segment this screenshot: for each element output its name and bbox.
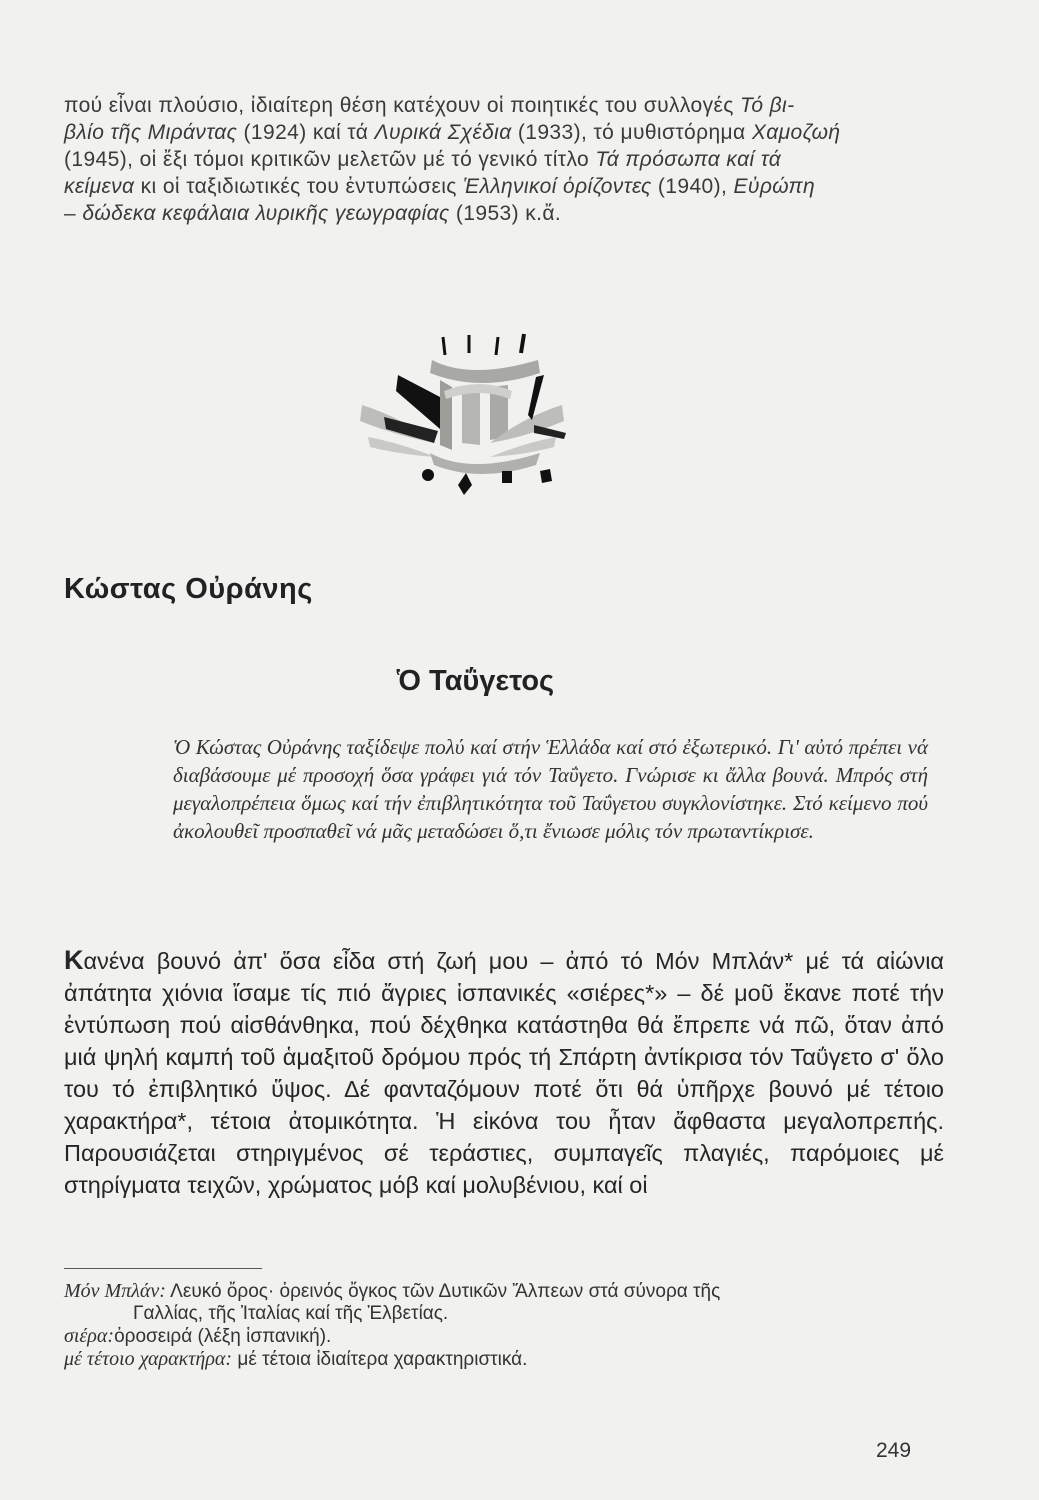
author-heading: Κώστας Οὐράνης xyxy=(64,573,313,605)
main-text-body: ανένα βουνό ἀπ' ὅσα εἶδα στή ζωή μου – ἀπό τό Μόν Μπλάν* μέ τά αἰώνια ἀπάτητα χιόνια ἴσαμε τίς πιό ἄγριες ἱσπανικές «σιέρες*» – δέ μοῦ ἔκανε ποτέ τήν ἐντύπωση πού αἰσθάνθηκα, πού δέχθηκα κατάστηθα θά ἔπρεπε νά πῶ, ὅταν ἀπό μιά ψηλή καμπή τοῦ ἁμαξιτοῦ δρόμου πρός τή Σπάρτη ἀντίκρισα τόν Ταΰγετο σ' ὅλο του τό ἐπιβλητικό ὕψος. Δέ φανταζόμουν ποτέ ὅτι θά ὑπῆρχε βουνό μέ τέτοιο χαρακτήρα*, τέτοια ἀτομικότητα. Ἡ εἰκόνα του ἦταν ἄφθαστα μεγαλοπρεπής. Παρουσιάζεται στηριγμένος σέ τεράστιες, συμπαγεῖς πλαγιές, παρόμοιες μέ στηρίγματα τειχῶν, χρώματος μόβ καί μολυβένιου, καί οἱ xyxy=(64,948,944,1198)
footnote-continuation: Γαλλίας, τῆς Ἰταλίας καί τῆς Ἑλβετίας. xyxy=(133,1303,449,1324)
preface-paragraph: Ὁ Κώστας Οὐράνης ταξίδεψε πολύ καί στήν Ἑλλάδα καί στό ἐξωτερικό. Γι' αὐτό πρέπει νά διαβάσουμε μέ προσοχή ὅσα γράφει γιά τόν Ταΰγετο. Γνώρισε κι ἄλλα βουνά. Μπρός στή μεγαλοπρέπεια ὅμως καί τήν ἐπιβλητικότητα τοῦ Ταΰγετου συγκλονίστηκε. Στό κείμενο πού ἀκολουθεῖ προσπαθεῖ νά μᾶς μεταδώσει ὅ,τι ἔνιωσε μόλις τόν πρωταντίκρισε. xyxy=(173,735,928,843)
drop-cap: Κ xyxy=(64,945,84,975)
footnote xyxy=(64,1348,944,1371)
footnote-divider xyxy=(64,1268,262,1269)
intro-paragraph xyxy=(64,92,944,227)
footnote-text: μέ τέτοια ἰδιαίτερα χαρακτηριστικά. xyxy=(232,1349,528,1370)
intro-line: κείμενα κι οἱ ταξιδιωτικές του ἐντυπώσεις Ἑλληνικοί ὁρίζοντες (1940), Εὐρώπη xyxy=(64,175,816,198)
footnote xyxy=(64,1280,944,1325)
main-text-paragraph xyxy=(64,944,944,1201)
decorative-vignette-icon xyxy=(340,325,580,500)
page-number: 249 xyxy=(876,1439,912,1462)
intro-line: πού εἶναι πλούσιο, ἰδιαίτερη θέση κατέχουν οἱ ποιητικές του συλλογές Τό βι- xyxy=(64,94,795,117)
text-title: Ὁ Ταΰγετος xyxy=(397,665,555,697)
footnote-term: Μόν Μπλάν: xyxy=(64,1280,166,1302)
intro-line: (1945), οἱ ἔξι τόμοι κριτικῶν μελετῶν μέ τό γενικό τίτλο Τά πρόσωπα καί τά xyxy=(64,148,782,171)
footnote-term: σιέρα: xyxy=(64,1325,115,1347)
intro-line: – δώδεκα κεφάλαια λυρικῆς γεωγραφίας (1953) κ.ἄ. xyxy=(64,202,562,225)
footnote-text: ὀροσειρά (λέξη ἱσπανική). xyxy=(114,1326,332,1347)
intro-line: βλίο τῆς Μιράντας (1924) καί τά Λυρικά Σχέδια (1933), τό μυθιστόρημα Χαμοζωή xyxy=(64,121,841,144)
footnotes xyxy=(64,1280,944,1371)
footnote-term: μέ τέτοιο χαρακτήρα: xyxy=(64,1348,233,1370)
footnote xyxy=(64,1325,944,1348)
footnote-text: Λευκό ὄρος· ὀρεινός ὄγκος τῶν Δυτικῶν Ἄλπεων στά σύνορα τῆς xyxy=(165,1281,721,1302)
